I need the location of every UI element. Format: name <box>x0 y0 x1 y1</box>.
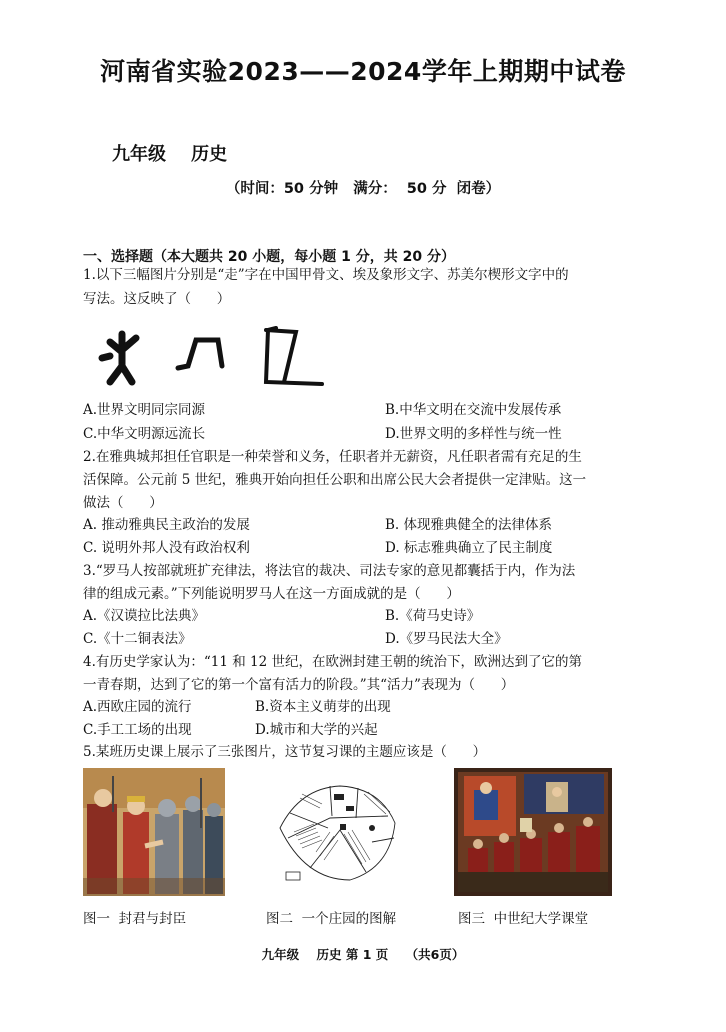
subject-label: 历史 <box>191 144 228 165</box>
picture1-caption: 图一 封君与封臣 <box>83 911 187 927</box>
exam-title: 河南省实验2023——2024学年上期期中试卷 <box>100 57 626 86</box>
q2-stem-line3: 做法（ ） <box>83 495 163 511</box>
q3-option-d: D.《罗马民法大全》 <box>385 631 508 647</box>
q4-stem-line2: 一青春期，达到了它的第一个富有活力的阶段。”其“活力”表现为（ ） <box>83 677 515 693</box>
q1-option-a: A.世界文明同宗同源 <box>83 402 206 418</box>
walk-glyphs-image <box>96 322 336 392</box>
lord-vassal-picture <box>83 768 225 896</box>
oracle-bone-walk-glyph <box>102 334 136 382</box>
q3-stem-line2: 律的组成元素。”下列能说明罗马人在这一方面成就的是（ ） <box>83 586 460 602</box>
q1-option-c: C.中华文明源远流长 <box>83 426 206 442</box>
q3-option-a: A.《汉谟拉比法典》 <box>83 608 206 624</box>
q2-stem-line2: 活保障。公元前 5 世纪，雅典开始向担任公职和出席公民大会者提供一定津贴。这一 <box>83 472 587 488</box>
exam-info: （时间：50 分钟 满分： 50 分 闭卷） <box>225 181 501 197</box>
q4-option-b: B.资本主义萌芽的出现 <box>255 699 391 715</box>
egyptian-walk-glyph <box>178 340 222 368</box>
q1-option-d: D.世界文明的多样性与统一性 <box>385 426 562 442</box>
university-classroom-picture <box>454 768 612 896</box>
q4-option-d: D.城市和大学的兴起 <box>255 722 378 738</box>
q2-option-d: D. 标志雅典确立了民主制度 <box>385 540 553 556</box>
q3-stem-line1: 3.“罗马人按部就班扩充律法，将法官的裁决、司法专家的意见都囊括于内，作为法 <box>83 563 576 579</box>
sumerian-walk-glyph <box>266 328 322 384</box>
q2-option-c: C. 说明外邦人没有政治权利 <box>83 540 250 556</box>
q4-option-c: C.手工工场的出现 <box>83 722 192 738</box>
picture3-caption: 图三 中世纪大学课堂 <box>458 911 589 927</box>
q5-stem-line1: 5.某班历史课上展示了三张图片，这节复习课的主题应该是（ ） <box>83 744 487 760</box>
manor-diagram-picture <box>270 768 405 896</box>
q1-option-b: B.中华文明在交流中发展传承 <box>385 402 562 418</box>
q3-option-b: B.《荷马史诗》 <box>385 608 481 624</box>
q4-stem-line1: 4.有历史学家认为：“11 和 12 世纪，在欧洲封建王朝的统治下，欧洲达到了它的第 <box>83 654 583 670</box>
q3-option-c: C.《十二铜表法》 <box>83 631 192 647</box>
section-heading: 一、选择题（本大题共 20 小题，每小题 1 分，共 20 分） <box>83 249 455 265</box>
grade-label: 九年级 <box>112 144 166 165</box>
q1-stem-line2: 写法。这反映了（ ） <box>83 291 231 307</box>
grade-subject <box>112 140 227 166</box>
q2-stem-line1: 2.在雅典城邦担任官职是一种荣誉和义务，任职者并无薪资，凡任职者需有充足的生 <box>83 449 582 465</box>
picture2-caption: 图二 一个庄园的图解 <box>266 911 397 927</box>
q4-option-a: A.西欧庄园的流行 <box>83 699 192 715</box>
q1-stem-line1: 1.以下三幅图片分别是“走”字在中国甲骨文、埃及象形文字、苏美尔楔形文字中的 <box>83 267 569 283</box>
page-footer: 九年级 历史 第 1 页 （共6页） <box>261 947 465 962</box>
q2-option-b: B. 体现雅典健全的法律体系 <box>385 517 553 533</box>
q2-option-a: A. 推动雅典民主政治的发展 <box>83 517 250 533</box>
